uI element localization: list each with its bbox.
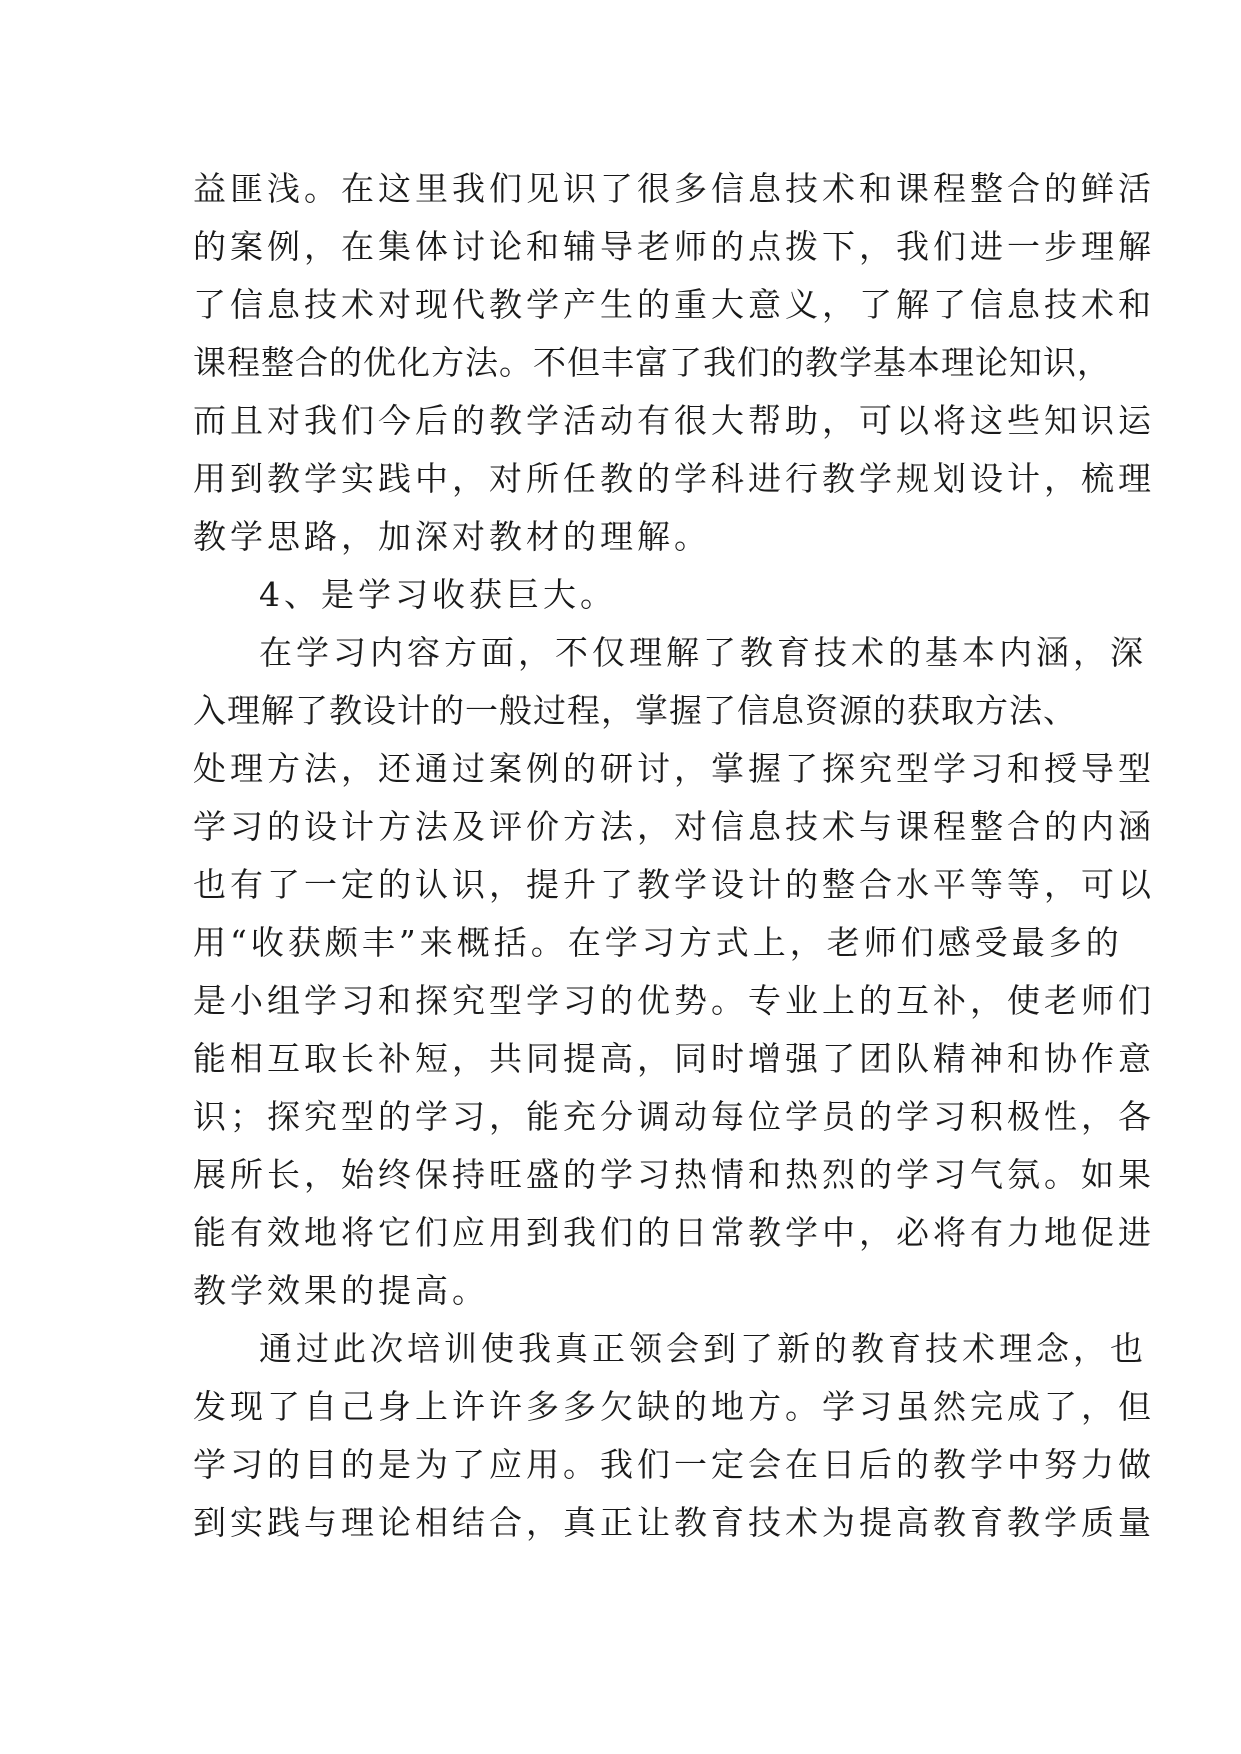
text-line: 处理方法，还通过案例的研讨，掌握了探究型学习和授导型 [193,749,1155,788]
text-line: 课程整合的优化方法。不但丰富了我们的教学基本理论知识， [193,343,1111,382]
text-line: 在学习内容方面，不仅理解了教育技术的基本内涵，深 [259,633,1147,672]
text-line: 到实践与理论相结合，真正让教育技术为提高教育教学质量 [193,1503,1155,1542]
text-line: 识；探究型的学习，能充分调动每位学员的学习积极性，各 [193,1097,1155,1136]
text-line: 教学思路，加深对教材的理解。 [193,517,711,556]
text-line: 发现了自己身上许许多多欠缺的地方。学习虽然完成了，但 [193,1387,1155,1426]
text-line: 也有了一定的认识，提升了教学设计的整合水平等等，可以 [193,865,1155,904]
text-line: 是小组学习和探究型学习的优势。专业上的互补，使老师们 [193,981,1155,1020]
text-line: 学习的设计方法及评价方法，对信息技术与课程整合的内涵 [193,807,1155,846]
text-line: 益匪浅。在这里我们见识了很多信息技术和课程整合的鲜活 [193,169,1155,208]
text-line: 能有效地将它们应用到我们的日常教学中，必将有力地促进 [193,1213,1155,1252]
text-line: 的案例，在集体讨论和辅导老师的点拨下，我们进一步理解 [193,227,1155,266]
section-heading: 4、是学习收获巨大。 [259,575,617,614]
text-line: 学习的目的是为了应用。我们一定会在日后的教学中努力做 [193,1445,1155,1484]
text-line: 通过此次培训使我真正领会到了新的教育技术理念，也 [259,1329,1147,1368]
text-line: 能相互取长补短，共同提高，同时增强了团队精神和协作意 [193,1039,1155,1078]
text-line: 入理解了教设计的一般过程，掌握了信息资源的获取方法、 [193,691,1077,730]
text-line: 而且对我们今后的教学活动有很大帮助，可以将这些知识运 [193,401,1155,440]
text-line: 用到教学实践中，对所任教的学科进行教学规划设计，梳理 [193,459,1155,498]
text-line: 展所长，始终保持旺盛的学习热情和热烈的学习气氛。如果 [193,1155,1155,1194]
text-line: 了信息技术对现代教学产生的重大意义，了解了信息技术和 [193,285,1155,324]
document-body [193,160,1155,1552]
text-line: 用“收获颇丰”来概括。在学习方式上，老师们感受最多的 [193,923,1123,962]
text-line: 教学效果的提高。 [193,1271,489,1310]
